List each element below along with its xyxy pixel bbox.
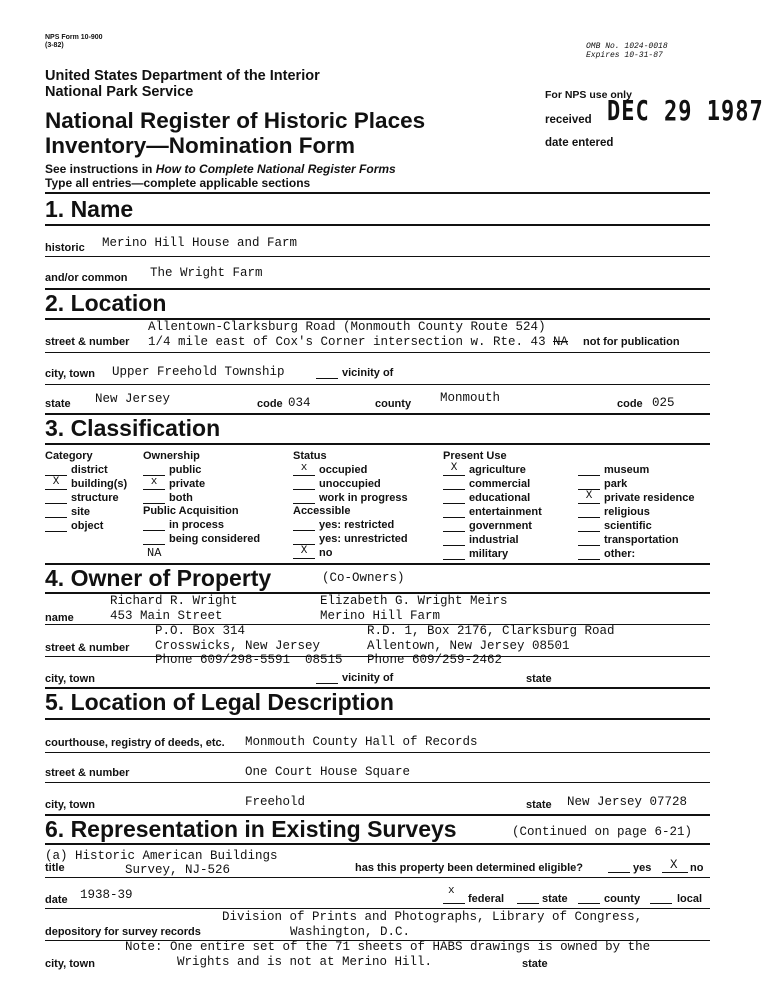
checkbox-mark: x [150,476,158,488]
section-2-heading: 2. Location [45,290,167,316]
section-rule [45,718,710,720]
checkbox-line [293,492,315,504]
eligible-no-mark: X [670,858,678,872]
checkbox-line [578,903,600,904]
checkbox-line [293,547,315,559]
owner1-po-box: P.O. Box 314 [155,624,246,638]
legal-state-field: New Jersey 07728 [567,795,688,809]
checkbox-line [443,464,465,476]
checkbox-item [143,533,260,545]
instructions-prefix: See instructions in [45,162,156,176]
eligible-yes-label: yes [633,862,652,874]
checkbox-item [578,506,650,518]
checkbox-line [45,492,67,504]
not-for-publication-mark: NA [553,335,569,349]
checkbox-label: in process [169,519,225,531]
checkbox-mark: X [52,476,60,488]
section-6-heading: 6. Representation in Existing Surveys [45,816,457,842]
owner2-name: Elizabeth G. Wright Meirs [320,594,508,608]
field-line [45,877,710,878]
checkbox-label: unoccupied [319,478,381,490]
survey-city-state-label: state [522,958,548,970]
depository-line2: Washington, D.C. [290,925,411,939]
field-line [45,384,710,385]
checkbox-item [578,478,627,490]
checkbox-item [578,492,695,504]
service-name: National Park Service [45,84,194,100]
checkbox-line [578,506,600,518]
checkbox-label: museum [604,464,650,476]
checkbox-item [578,534,679,546]
checkbox-mark: x [300,462,308,474]
checkbox-label: transportation [604,534,679,546]
checkbox-mark: X [585,490,593,502]
checkbox-line [578,548,600,560]
checkbox-line [443,903,465,904]
checkbox-item [443,478,530,490]
checkbox-item [143,478,205,490]
checkbox-label: educational [469,492,531,504]
co-owners-note: (Co-Owners) [322,571,405,585]
checkbox-label: occupied [319,464,368,476]
omb-expires: Expires 10-31-87 [586,51,663,60]
checkbox-line [443,492,465,504]
section-rule [45,192,710,194]
checkbox-item [293,478,381,490]
owner1-phone: Phone 609/298-5591 [155,653,291,667]
checkbox-item [293,533,408,545]
checkbox-label: entertainment [469,506,542,518]
checkbox-line [443,478,465,490]
legal-city-field: Freehold [245,795,306,809]
federal-label: federal [468,893,505,905]
checkbox-label: no [319,547,333,559]
survey-note-line2: Wrights and is not at Merino Hill. [177,955,433,969]
eligible-no-label: no [690,862,704,874]
checkbox-label: agriculture [469,464,526,476]
county-field: Monmouth [440,391,501,405]
checkbox-item [443,492,530,504]
category-title: Category [45,450,93,462]
checkbox-label: yes: restricted [319,519,395,531]
eligible-question: has this property been determined eligible? [355,862,583,874]
public-acquisition-title: Public Acquisition [143,505,239,517]
date-entered-label: date entered [545,137,614,149]
owner-state-label: state [526,673,552,685]
checkbox-line [45,464,67,476]
county-code-label: code [617,398,643,410]
checkbox-line [578,534,600,546]
survey-date-label: date [45,894,68,906]
checkbox-line [662,872,688,873]
checkbox-label: building(s) [71,478,128,490]
checkbox-line [143,533,165,545]
checkbox-item [45,506,90,518]
legal-street-field: One Court House Square [245,765,411,779]
county-label: county [375,398,412,410]
checkbox-label: object [71,520,104,532]
checkbox-line [45,520,67,532]
depository-label: depository for survey records [45,926,201,938]
checkbox-line [443,506,465,518]
checkbox-item [45,520,103,532]
checkbox-line [143,478,165,490]
instructions-title: How to Complete National Register Forms [155,162,396,176]
survey-date-field: 1938-39 [80,888,133,902]
checkbox-line [45,506,67,518]
checkbox-line [443,548,465,560]
historic-name-field: Merino Hill House and Farm [102,236,298,250]
checkbox-line [316,683,338,684]
city-town-label: city, town [45,368,95,380]
checkbox-line [143,464,165,476]
continued-note: (Continued on page 6-21) [512,825,693,839]
checkbox-line [293,533,315,545]
survey-note-line1: Note: One entire set of the 71 sheets of HABS drawings is owned by the [125,940,651,954]
checkbox-label: yes: unrestricted [319,533,408,545]
checkbox-label: park [604,478,628,490]
nps-use-label: For NPS use only [545,89,632,101]
checkbox-item [45,478,127,490]
legal-city-label: city, town [45,799,95,811]
survey-local-label: local [677,893,703,905]
state-code-field: 034 [288,396,311,410]
not-for-publication-label: not for publication [583,336,680,348]
depository-line1: Division of Prints and Photographs, Library of Congress, [222,910,643,924]
checkbox-label: structure [71,492,119,504]
checkbox-label: commercial [469,478,531,490]
checkbox-label: work in progress [319,492,408,504]
field-line [45,256,710,257]
checkbox-line [316,378,338,379]
checkbox-line [143,519,165,531]
checkbox-label: being considered [169,533,261,545]
checkbox-label: both [169,492,193,504]
checkbox-line [578,520,600,532]
survey-title-label: title [45,862,65,874]
checkbox-line [608,872,630,873]
section-rule [45,843,710,845]
field-line [45,782,710,783]
checkbox-label: religious [604,506,650,518]
checkbox-line [45,478,67,490]
checkbox-line [443,520,465,532]
checkbox-item [443,520,532,532]
checkbox-mark: X [300,545,308,557]
received-date-stamp: DEC 29 1987 [607,96,764,128]
checkbox-item [293,492,408,504]
checkbox-item [578,520,652,532]
checkbox-label: district [71,464,108,476]
owner1-street: 453 Main Street [110,609,223,623]
checkbox-label: government [469,520,532,532]
checkbox-line [443,534,465,546]
checkbox-item [143,519,224,531]
checkbox-item [45,492,119,504]
street-address-line1: Allentown-Clarksburg Road (Monmouth County Route 524) [148,320,546,334]
checkbox-label: public [169,464,202,476]
common-name-label: and/or common [45,272,128,284]
section-rule [45,443,710,445]
legal-state-label: state [526,799,552,811]
owner1-city: Crosswicks, New Jersey [155,639,321,653]
checkbox-line [578,464,600,476]
checkbox-label: site [71,506,90,518]
checkbox-line [578,478,600,490]
checkbox-mark: X [450,462,458,474]
instructions-line2: Type all entries—complete applicable sections [45,176,311,190]
vicinity-label: vicinity of [342,367,394,379]
form-title-line1: National Register of Historic Places [45,108,426,133]
state-field: New Jersey [95,392,171,406]
checkbox-line [293,519,315,531]
checkbox-label: scientific [604,520,652,532]
street-number-label: street & number [45,336,130,348]
checkbox-item [45,464,108,476]
owner-city-label: city, town [45,673,95,685]
received-label: received [545,114,592,126]
present-use-title: Present Use [443,450,507,462]
checkbox-label: industrial [469,534,519,546]
form-revision: (3-82) [45,42,64,49]
checkbox-line [293,478,315,490]
checkbox-item [293,464,367,476]
omb-number: OMB No. 1024-0018 [586,42,668,51]
common-name-field: The Wright Farm [150,266,263,280]
legal-street-label: street & number [45,767,130,779]
survey-city-label: city, town [45,958,95,970]
section-3-heading: 3. Classification [45,415,221,441]
owner-name-label: name [45,612,74,624]
checkbox-label: private residence [604,492,695,504]
checkbox-line [517,903,539,904]
checkbox-item [143,492,193,504]
checkbox-label: other: [604,548,636,560]
state-code-label: code [257,398,283,410]
checkbox-item [143,464,201,476]
owner1-zip: 08515 [305,653,343,667]
owner2-city: Allentown, New Jersey 08501 [367,639,570,653]
checkbox-line [293,464,315,476]
checkbox-item [443,548,508,560]
checkbox-item [443,534,519,546]
owner-street-label: street & number [45,642,130,654]
ownership-title: Ownership [143,450,200,462]
checkbox-line [578,492,600,504]
checkbox-item [578,464,649,476]
checkbox-label: private [169,478,206,490]
courthouse-field: Monmouth County Hall of Records [245,735,478,749]
owner2-rd: R.D. 1, Box 2176, Clarksburg Road [367,624,615,638]
form-title-line2: Inventory—Nomination Form [45,133,356,158]
field-line [45,352,710,353]
survey-title-line1: (a) Historic American Buildings [45,849,278,863]
checkbox-item [578,548,635,560]
section-4-heading: 4. Owner of Property [45,565,272,591]
courthouse-label: courthouse, registry of deeds, etc. [45,737,225,749]
owner2-farm: Merino Hill Farm [320,609,441,623]
checkbox-item [443,464,526,476]
field-line [45,908,710,909]
checkbox-item [293,519,394,531]
owner-vicinity-label: vicinity of [342,672,394,684]
checkbox-label: military [469,548,509,560]
status-title: Status [293,450,327,462]
accessible-title: Accessible [293,505,351,517]
section-5-heading: 5. Location of Legal Description [45,689,394,715]
section-1-heading: 1. Name [45,196,134,222]
section-rule [45,224,710,226]
survey-county-label: county [604,893,641,905]
federal-mark: x [448,885,455,897]
checkbox-line [143,492,165,504]
survey-state-label: state [542,893,568,905]
historic-label: historic [45,242,85,254]
checkbox-item [293,547,332,559]
owner1-name: Richard R. Wright [110,594,238,608]
city-town-field: Upper Freehold Township [112,365,285,379]
owner2-phone: Phone 609/259-2462 [367,653,503,667]
survey-title-line2: Survey, NJ-526 [125,863,231,877]
state-label: state [45,398,71,410]
field-line [45,752,710,753]
street-address-line2: 1/4 mile east of Cox's Corner intersection w. Rte. 43 [148,335,546,349]
acquisition-note: NA [147,546,162,560]
county-code-field: 025 [652,396,675,410]
checkbox-item [443,506,542,518]
form-number: NPS Form 10-900 [45,34,103,41]
checkbox-line [650,903,672,904]
department-name: United States Department of the Interior [45,68,320,84]
instructions-line1 [45,162,396,176]
